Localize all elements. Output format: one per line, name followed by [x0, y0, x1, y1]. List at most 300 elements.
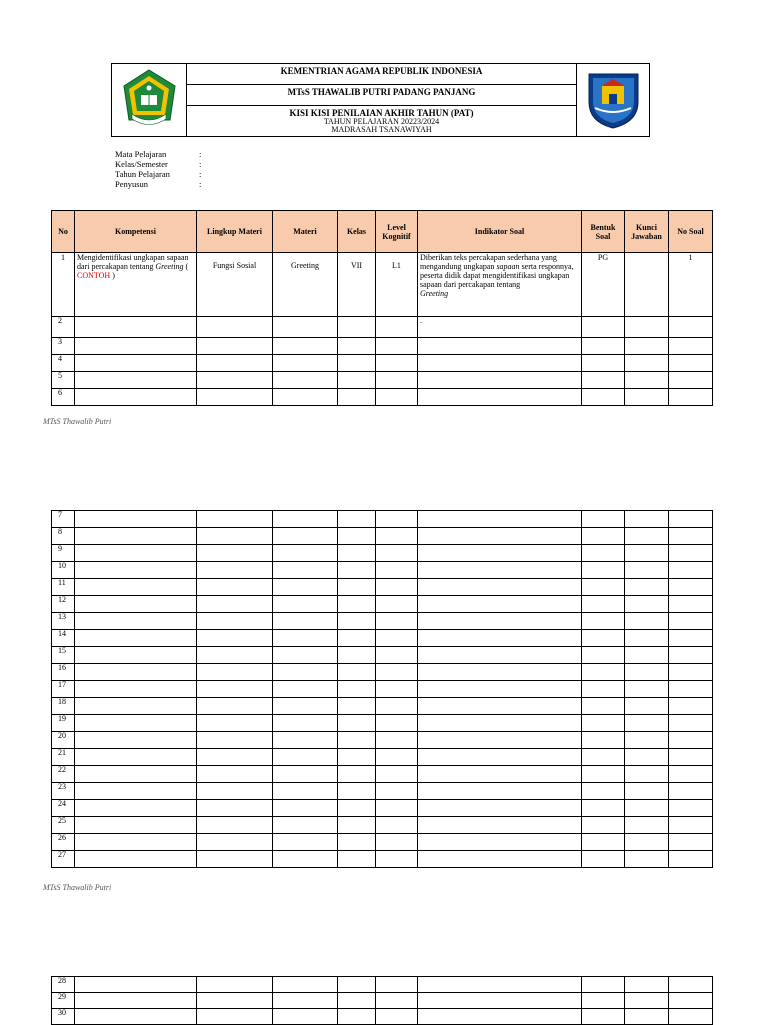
cell-empty [669, 681, 713, 698]
cell-empty [273, 389, 338, 406]
cell-empty [273, 647, 338, 664]
kisi-table-page1 [51, 210, 713, 406]
cell-empty [338, 664, 376, 681]
cell-empty [197, 681, 273, 698]
cell-empty [376, 732, 418, 749]
cell-empty [338, 783, 376, 800]
table-row [52, 647, 713, 664]
cell-empty [197, 800, 273, 817]
cell-empty [418, 681, 582, 698]
cell-empty [418, 562, 582, 579]
colon: : [199, 149, 202, 159]
cell-empty [582, 766, 625, 783]
cell-empty [75, 681, 197, 698]
cell-empty [338, 338, 376, 355]
cell-empty [376, 562, 418, 579]
cell-no: 23 [52, 783, 75, 800]
indikator-italic: sapaan [496, 262, 520, 271]
cell-empty [273, 613, 338, 630]
colon: : [199, 159, 202, 169]
cell-empty [273, 993, 338, 1009]
cell-empty [625, 355, 669, 372]
cell-empty [418, 698, 582, 715]
cell-empty [625, 545, 669, 562]
cell-empty [197, 732, 273, 749]
cell-empty [75, 389, 197, 406]
indikator-text: Diberikan teks percakapan sederhana yang mengandung ungkapan [420, 253, 557, 271]
label-penyusun: Penyusun [115, 179, 149, 189]
cell-empty [669, 338, 713, 355]
cell-empty [197, 511, 273, 528]
table-row [52, 630, 713, 647]
table-body-page2 [52, 511, 713, 868]
cell-empty [75, 372, 197, 389]
cell-empty [197, 698, 273, 715]
cell-empty [273, 1009, 338, 1025]
cell-empty [75, 545, 197, 562]
kemenag-logo-icon [112, 64, 187, 136]
cell-empty [338, 630, 376, 647]
cell-empty [418, 389, 582, 406]
label-mata-pelajaran: Mata Pelajaran [115, 149, 167, 159]
cell-no-soal: 1 [669, 253, 713, 317]
cell-empty [418, 338, 582, 355]
cell-no: 22 [52, 766, 75, 783]
cell-empty [582, 698, 625, 715]
label-tahun-pelajaran: Tahun Pelajaran [115, 169, 170, 179]
header-indikator-soal: Indikator Soal [418, 211, 582, 253]
cell-empty [376, 630, 418, 647]
colon: : [199, 169, 202, 179]
header-level-kognitif: Level Kognitif [376, 211, 418, 253]
cell-no: 14 [52, 630, 75, 647]
cell-empty [582, 647, 625, 664]
cell-empty [197, 664, 273, 681]
cell-empty [582, 993, 625, 1009]
cell-empty [669, 317, 713, 338]
document-header [111, 63, 650, 137]
cell-empty [197, 817, 273, 834]
cell-empty [273, 783, 338, 800]
cell-empty [376, 783, 418, 800]
cell-empty [625, 681, 669, 698]
cell-empty [197, 783, 273, 800]
cell-kelas: VII [338, 253, 376, 317]
info-block [115, 149, 315, 189]
cell-no: 25 [52, 817, 75, 834]
cell-empty [338, 698, 376, 715]
cell-empty [625, 579, 669, 596]
cell-empty [273, 664, 338, 681]
cell-empty [376, 834, 418, 851]
cell-empty [582, 338, 625, 355]
cell-empty [376, 698, 418, 715]
cell-empty [418, 545, 582, 562]
academic-year: TAHUN PELAJARAN 20223/2024 [323, 117, 440, 126]
cell-no: 18 [52, 698, 75, 715]
cell-empty [582, 1009, 625, 1025]
cell-no: 30 [52, 1009, 75, 1025]
cell-empty [273, 562, 338, 579]
cell-empty [625, 749, 669, 766]
table-row [52, 817, 713, 834]
cell-empty [338, 511, 376, 528]
kompetensi-text: Mengidentifikasi ungkapan sapaan dari percakapan tentang [77, 253, 189, 271]
table-row [52, 993, 713, 1009]
cell-empty [75, 1009, 197, 1025]
cell-empty [582, 317, 625, 338]
cell-empty [75, 613, 197, 630]
table-row [52, 732, 713, 749]
cell-empty [625, 528, 669, 545]
cell-empty [75, 355, 197, 372]
table-row [52, 389, 713, 406]
cell-empty [625, 338, 669, 355]
cell-no: 2 [52, 317, 75, 338]
cell-empty [418, 800, 582, 817]
cell-empty [376, 647, 418, 664]
cell-empty [197, 528, 273, 545]
document-title: KISI KISI PENILAIAN AKHIR TAHUN (PAT) [289, 108, 474, 118]
cell-empty [625, 851, 669, 868]
cell-empty [669, 596, 713, 613]
page-footer-1: MTsS Thawalib Putri [43, 417, 112, 426]
table-row [52, 977, 713, 993]
cell-empty [75, 698, 197, 715]
cell-empty [669, 993, 713, 1009]
cell-empty [273, 596, 338, 613]
cell-empty [669, 355, 713, 372]
cell-empty [582, 715, 625, 732]
cell-empty [338, 732, 376, 749]
table-row [52, 851, 713, 868]
cell-empty [418, 1009, 582, 1025]
cell-empty [273, 528, 338, 545]
cell-empty [75, 338, 197, 355]
cell-no: 16 [52, 664, 75, 681]
cell-empty [625, 389, 669, 406]
cell-empty [338, 355, 376, 372]
cell-empty [338, 579, 376, 596]
cell-empty [75, 562, 197, 579]
cell-no: 13 [52, 613, 75, 630]
cell-empty [582, 511, 625, 528]
cell-empty [376, 528, 418, 545]
cell-empty [197, 715, 273, 732]
cell-empty [418, 596, 582, 613]
cell-empty [197, 1009, 273, 1025]
cell-empty [338, 977, 376, 993]
table-row [52, 698, 713, 715]
cell-empty [582, 372, 625, 389]
cell-empty [338, 1009, 376, 1025]
cell-empty [669, 817, 713, 834]
cell-empty [625, 1009, 669, 1025]
school-emblem-icon [576, 64, 649, 136]
cell-empty [376, 389, 418, 406]
cell-empty [418, 766, 582, 783]
cell-empty [418, 528, 582, 545]
table-row [52, 715, 713, 732]
header-kompetensi: Kompetensi [75, 211, 197, 253]
cell-empty [669, 715, 713, 732]
table-row [52, 253, 713, 317]
table-row [52, 1009, 713, 1025]
cell-empty [338, 647, 376, 664]
cell-empty [338, 681, 376, 698]
cell-no: 29 [52, 993, 75, 1009]
cell-empty [418, 834, 582, 851]
cell-kompetensi [75, 253, 197, 317]
cell-no: 20 [52, 732, 75, 749]
cell-empty [75, 596, 197, 613]
cell-empty [418, 977, 582, 993]
cell-empty [582, 579, 625, 596]
cell-empty [669, 800, 713, 817]
cell-empty [273, 851, 338, 868]
cell-no: 3 [52, 338, 75, 355]
cell-empty [376, 681, 418, 698]
cell-no: 9 [52, 545, 75, 562]
cell-empty [75, 834, 197, 851]
cell-empty [418, 732, 582, 749]
cell-empty [197, 613, 273, 630]
header-kunci-jawaban: Kunci Jawaban [625, 211, 669, 253]
cell-empty [197, 372, 273, 389]
cell-empty [75, 715, 197, 732]
cell-empty [376, 977, 418, 993]
table-row [52, 372, 713, 389]
header-materi: Materi [273, 211, 338, 253]
cell-empty [582, 596, 625, 613]
cell-empty [75, 647, 197, 664]
cell-empty [582, 834, 625, 851]
cell-empty [197, 355, 273, 372]
cell-empty [338, 715, 376, 732]
indikator-topic: Greeting [420, 289, 449, 298]
colon: : [199, 179, 202, 189]
school-name: MTsS THAWALIB PUTRI PADANG PANJANG [187, 85, 576, 106]
cell-empty [197, 834, 273, 851]
cell-empty [75, 579, 197, 596]
cell-empty [625, 511, 669, 528]
cell-empty [273, 817, 338, 834]
cell-empty [669, 1009, 713, 1025]
cell-empty [418, 613, 582, 630]
cell-empty [376, 1009, 418, 1025]
cell-empty [418, 372, 582, 389]
cell-empty [625, 715, 669, 732]
table-row [52, 749, 713, 766]
cell-empty [273, 317, 338, 338]
cell-no: 19 [52, 715, 75, 732]
cell-empty [273, 766, 338, 783]
cell-empty [273, 681, 338, 698]
cell-empty [273, 630, 338, 647]
kompetensi-topic: Greeting [155, 262, 184, 271]
cell-no: 24 [52, 800, 75, 817]
cell-no: 17 [52, 681, 75, 698]
table-row [52, 562, 713, 579]
cell-empty [418, 630, 582, 647]
table-body-page1 [52, 317, 713, 406]
cell-empty [376, 596, 418, 613]
cell-empty [197, 993, 273, 1009]
cell-empty [418, 715, 582, 732]
cell-empty [625, 800, 669, 817]
cell-no: 4 [52, 355, 75, 372]
cell-empty [625, 562, 669, 579]
table-row [52, 681, 713, 698]
cell-empty [625, 783, 669, 800]
cell-empty [338, 800, 376, 817]
cell-no: 7 [52, 511, 75, 528]
header-bentuk-soal: Bentuk Soal [582, 211, 625, 253]
cell-empty [669, 579, 713, 596]
cell-empty [582, 817, 625, 834]
cell-empty [625, 317, 669, 338]
cell-materi: Greeting [273, 253, 338, 317]
table-row [52, 834, 713, 851]
cell-empty [418, 851, 582, 868]
cell-empty [669, 766, 713, 783]
cell-indikator-soal: . [418, 317, 582, 338]
kisi-table-page3 [51, 976, 713, 1025]
cell-empty [75, 766, 197, 783]
cell-empty [669, 647, 713, 664]
cell-empty [376, 800, 418, 817]
cell-empty [376, 851, 418, 868]
cell-empty [669, 630, 713, 647]
cell-empty [197, 579, 273, 596]
header-no: No [52, 211, 75, 253]
cell-no: 27 [52, 851, 75, 868]
cell-empty [273, 749, 338, 766]
header-no-soal: No Soal [669, 211, 713, 253]
cell-empty [625, 630, 669, 647]
cell-empty [582, 783, 625, 800]
cell-empty [625, 698, 669, 715]
cell-empty [338, 834, 376, 851]
cell-empty [75, 851, 197, 868]
cell-empty [376, 355, 418, 372]
cell-empty [625, 732, 669, 749]
cell-empty [338, 596, 376, 613]
cell-indikator-soal [418, 253, 582, 317]
cell-empty [582, 732, 625, 749]
cell-empty [625, 647, 669, 664]
cell-empty [273, 715, 338, 732]
cell-empty [338, 545, 376, 562]
cell-empty [273, 355, 338, 372]
cell-empty [669, 698, 713, 715]
cell-empty [669, 851, 713, 868]
cell-no: 5 [52, 372, 75, 389]
cell-empty [582, 800, 625, 817]
cell-empty [197, 338, 273, 355]
cell-empty [669, 783, 713, 800]
cell-empty [75, 511, 197, 528]
cell-empty [582, 389, 625, 406]
cell-empty [197, 851, 273, 868]
cell-empty [75, 993, 197, 1009]
paren-open: ( [183, 262, 189, 271]
cell-bentuk-soal: PG [582, 253, 625, 317]
cell-kunci-jawaban [625, 253, 669, 317]
cell-empty [273, 511, 338, 528]
table-row [52, 317, 713, 338]
cell-empty [273, 338, 338, 355]
cell-empty [75, 800, 197, 817]
cell-empty [582, 562, 625, 579]
cell-no: 21 [52, 749, 75, 766]
cell-empty [197, 545, 273, 562]
cell-empty [582, 630, 625, 647]
cell-empty [376, 511, 418, 528]
cell-empty [197, 596, 273, 613]
cell-empty [669, 545, 713, 562]
table-header-row [52, 211, 713, 253]
cell-empty [582, 749, 625, 766]
cell-empty [418, 664, 582, 681]
cell-empty [376, 817, 418, 834]
cell-no: 11 [52, 579, 75, 596]
paren-close: ) [110, 271, 115, 280]
cell-empty [376, 338, 418, 355]
cell-empty [75, 664, 197, 681]
cell-empty [418, 993, 582, 1009]
table-row [52, 783, 713, 800]
header-kelas: Kelas [338, 211, 376, 253]
ministry-title: KEMENTRIAN AGAMA REPUBLIK INDONESIA [187, 64, 576, 85]
cell-empty [338, 766, 376, 783]
cell-empty [197, 562, 273, 579]
cell-empty [273, 698, 338, 715]
cell-empty [376, 372, 418, 389]
cell-empty [582, 528, 625, 545]
cell-empty [273, 834, 338, 851]
table-row [52, 355, 713, 372]
cell-empty [376, 317, 418, 338]
cell-empty [625, 596, 669, 613]
cell-no: 12 [52, 596, 75, 613]
cell-empty [625, 664, 669, 681]
cell-empty [75, 817, 197, 834]
cell-no: 15 [52, 647, 75, 664]
cell-empty [75, 630, 197, 647]
cell-empty [75, 749, 197, 766]
cell-empty [338, 851, 376, 868]
cell-empty [273, 545, 338, 562]
school-level: MADRASAH TSANAWIYAH [331, 125, 432, 134]
cell-empty [197, 389, 273, 406]
cell-empty [669, 562, 713, 579]
indikator-text-2: serta responnya, peserta didik dapat mengidentifikasi ungkapan sapaan dari percakapan tentang [420, 262, 574, 289]
cell-empty [669, 977, 713, 993]
cell-empty [669, 613, 713, 630]
cell-empty [197, 766, 273, 783]
contoh-label: CONTOH [77, 271, 111, 280]
cell-lingkup-materi: Fungsi Sosial [197, 253, 273, 317]
cell-empty [582, 977, 625, 993]
cell-empty [582, 664, 625, 681]
cell-empty [669, 389, 713, 406]
cell-empty [376, 545, 418, 562]
cell-empty [376, 664, 418, 681]
cell-empty [197, 749, 273, 766]
cell-empty [376, 993, 418, 1009]
cell-empty [418, 511, 582, 528]
